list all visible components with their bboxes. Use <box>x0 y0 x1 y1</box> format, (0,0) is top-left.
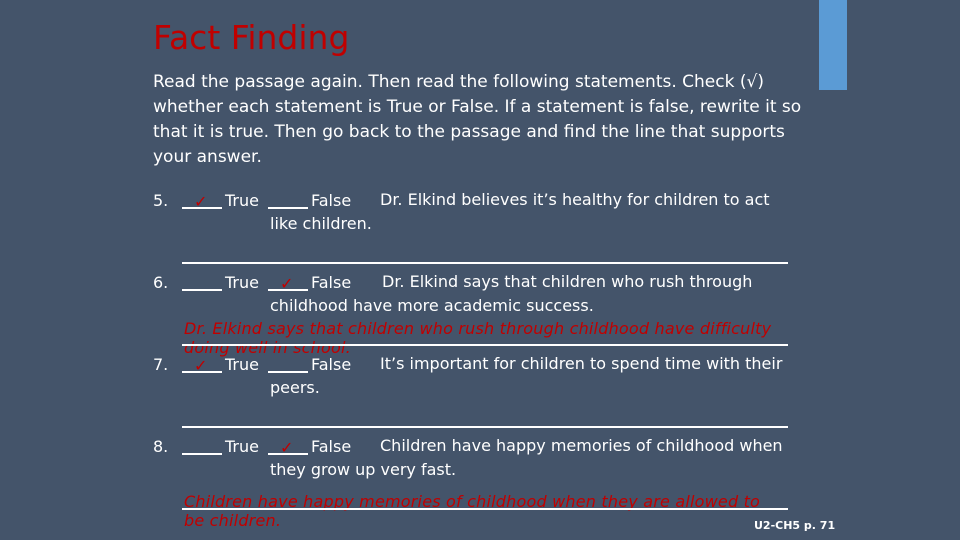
true-label: True <box>225 273 259 292</box>
true-label: True <box>225 191 259 210</box>
item-number: 5. <box>153 191 169 210</box>
true-label: True <box>225 355 259 374</box>
item-number: 7. <box>153 355 169 374</box>
true-blank[interactable] <box>182 275 222 291</box>
answer-text: Dr. Elkind says that children who rush through childhood have difficulty doing well in school. <box>184 319 772 357</box>
statement: Dr. Elkind says that children who rush through childhood have more academic success. <box>270 272 753 315</box>
page-title: Fact Finding <box>153 18 350 57</box>
check-mark-icon: ✓ <box>280 274 294 293</box>
false-label: False <box>311 355 352 374</box>
false-label: False <box>311 437 352 456</box>
instructions: Read the passage again. Then read the following statements. Check (√) whether each statement is True or False. If a statement is false, rewrite it so that it is true. Then go back to the passage and find the line that supports your answer. <box>153 72 802 167</box>
check-mark-icon: ✓ <box>194 356 208 375</box>
statement: Dr. Elkind believes it’s healthy for children to act like children. <box>270 190 770 233</box>
true-blank[interactable] <box>182 439 222 455</box>
true-label: True <box>225 437 259 456</box>
check-mark-icon: ✓ <box>280 438 294 457</box>
write-line[interactable] <box>182 426 788 428</box>
statement: Children have happy memories of childhood when they grow up very fast. <box>270 436 783 479</box>
write-line[interactable] <box>182 508 788 510</box>
check-mark-icon: ✓ <box>194 192 208 211</box>
page-reference: U2-CH5 p. 71 <box>754 519 836 532</box>
answer-text: Children have happy memories of childhood when they are allowed to be children. <box>184 492 761 530</box>
false-label: False <box>311 273 352 292</box>
write-line[interactable] <box>182 344 788 346</box>
item-number: 8. <box>153 437 169 456</box>
true-blank[interactable] <box>182 357 222 373</box>
true-blank[interactable] <box>182 193 222 209</box>
statement: It’s important for children to spend time with their peers. <box>270 354 783 397</box>
item-number: 6. <box>153 273 169 292</box>
false-label: False <box>311 191 352 210</box>
accent-bar <box>819 0 847 90</box>
write-line[interactable] <box>182 262 788 264</box>
